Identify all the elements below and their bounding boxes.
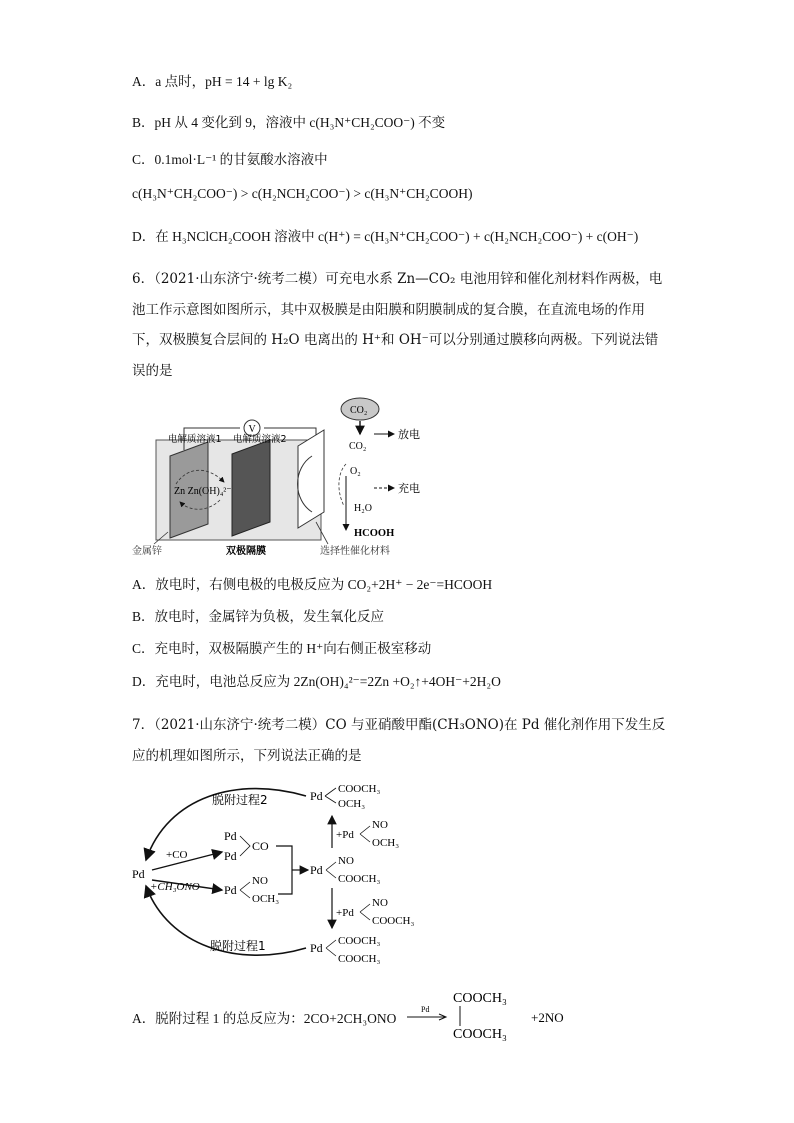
up-och3: OCH₃ (372, 837, 400, 849)
down-no: NO (372, 897, 388, 909)
top-cooch3: COOCH₃ (338, 783, 381, 795)
membrane-label: 双极隔膜 (226, 546, 266, 557)
pd2-lower: Pd (224, 849, 237, 863)
q6-option-d: D．充电时，电池总反应为 2Zn(OH)₄²⁻=2Zn +O₂↑+4OH⁻+2H₂O (132, 674, 501, 689)
mid-no: NO (252, 875, 268, 887)
q7-option-a: A．脱附过程 1 的总反应为：2CO+2CH₃ONO (132, 1011, 397, 1026)
co-add-label: +CO (166, 849, 188, 861)
co2-cloud-label: CO₂ (350, 405, 368, 416)
reaction-arrow-catalyst: Pd (421, 1005, 430, 1014)
top-och3: OCH₃ (338, 798, 366, 810)
q7-stem: 7．（2021·山东济宁·统考二模）CO 与亚硝酸甲酯(CH₃ONO)在 Pd 催化剂作用下发生反应的机理如图所示，下列说法正确的是 (132, 717, 666, 764)
ch3ono-add-label: +CH₃ONO (150, 881, 200, 893)
discharge-legend: 放电 (398, 428, 420, 441)
zn-species-label: Zn Zn(OH)₄²⁻ (174, 486, 232, 497)
co2-label: CO₂ (349, 441, 367, 452)
electrolyte1-label: 电解质溶液1 (168, 434, 222, 445)
electrolyte2-label: 电解质溶液2 (233, 434, 287, 445)
h2o-label: H₂O (354, 503, 372, 514)
up-no: NO (372, 819, 388, 831)
center-cooch3: COOCH₃ (338, 873, 381, 885)
voltmeter-label: V (248, 424, 256, 435)
q6-option-a: A．放电时，右侧电极的电极反应为 CO₂+2H⁺ − 2e⁻=HCOOH (132, 577, 493, 592)
desorb1-label: 脱附过程1 (210, 939, 266, 953)
q7-option-a-equation (405, 986, 595, 1046)
q6-option-b: B．放电时，金属锌为负极，发生氧化反应 (132, 609, 385, 624)
catalyst-electrode (298, 430, 324, 528)
down-cooch3: COOCH₃ (372, 915, 415, 927)
q5-option-b: B．pH 从 4 变化到 9，溶液中 c(H₃N⁺CH₂COO⁻) 不变 (132, 115, 446, 130)
q6-battery-diagram (128, 394, 458, 562)
q5-option-c-line1: C．0.1mol·L⁻¹ 的甘氨酸水溶液中 (132, 152, 328, 167)
o2-label: O₂ (350, 466, 361, 477)
charge-legend: 充电 (398, 482, 420, 495)
product-cooch3-top: COOCH₃ (453, 991, 507, 1006)
mid-och3: OCH₃ (252, 893, 280, 905)
product-cooch3-bottom: COOCH₃ (453, 1027, 507, 1042)
q5-option-c-line2: c(H₃N⁺CH₂COO⁻) > c(H₂NCH₂COO⁻) > c(H₃N⁺CH₂COOH) (132, 186, 473, 201)
center-no: NO (338, 855, 354, 867)
pd-left: Pd (132, 867, 145, 881)
bottom-cooch3-2: COOCH₃ (338, 953, 381, 965)
q6-stem: 6．（2021·山东济宁·统考二模）可充电水系 Zn—CO₂ 电池用锌和催化剂材料作两极，电池工作示意图如图所示，其中双极膜是由阳膜和阴膜制成的复合膜，在直流电场的作用下，双极膜复合层间的 H₂O 电离出的 H⁺和 OH⁻可以分别通过膜移向两极。下列说法错误的是 (132, 271, 663, 379)
product-no: +2NO (531, 1010, 564, 1025)
hcooh-label: HCOOH (354, 528, 395, 539)
q6-option-c: C．充电时，双极隔膜产生的 H⁺向右侧正极室移动 (132, 641, 432, 656)
q7-mechanism-diagram (128, 776, 448, 974)
desorb2-label: 脱附过程2 (212, 793, 268, 807)
catalyst-label: 选择性催化材料 (320, 546, 390, 557)
pd-center: Pd (310, 863, 323, 877)
pd-plus-up: +Pd (336, 829, 354, 841)
zinc-label: 金属锌 (132, 546, 162, 557)
pd-no-och3: Pd (224, 883, 237, 897)
q5-option-d: D．在 H₃NClCH₂COOH 溶液中 c(H⁺) = c(H₃N⁺CH₂COO⁻) + c(H₂NCH₂COO⁻) + c(OH⁻) (132, 229, 639, 244)
pd2-upper: Pd (224, 829, 237, 843)
bipolar-membrane (232, 440, 270, 536)
bottom-cooch3-1: COOCH₃ (338, 935, 381, 947)
bridged-co: CO (252, 839, 269, 853)
q5-option-a: A．a 点时，pH = 14 + lg K₂ (132, 74, 293, 89)
pd-top: Pd (310, 789, 323, 803)
pd-plus-down: +Pd (336, 907, 354, 919)
pd-bottom: Pd (310, 941, 323, 955)
